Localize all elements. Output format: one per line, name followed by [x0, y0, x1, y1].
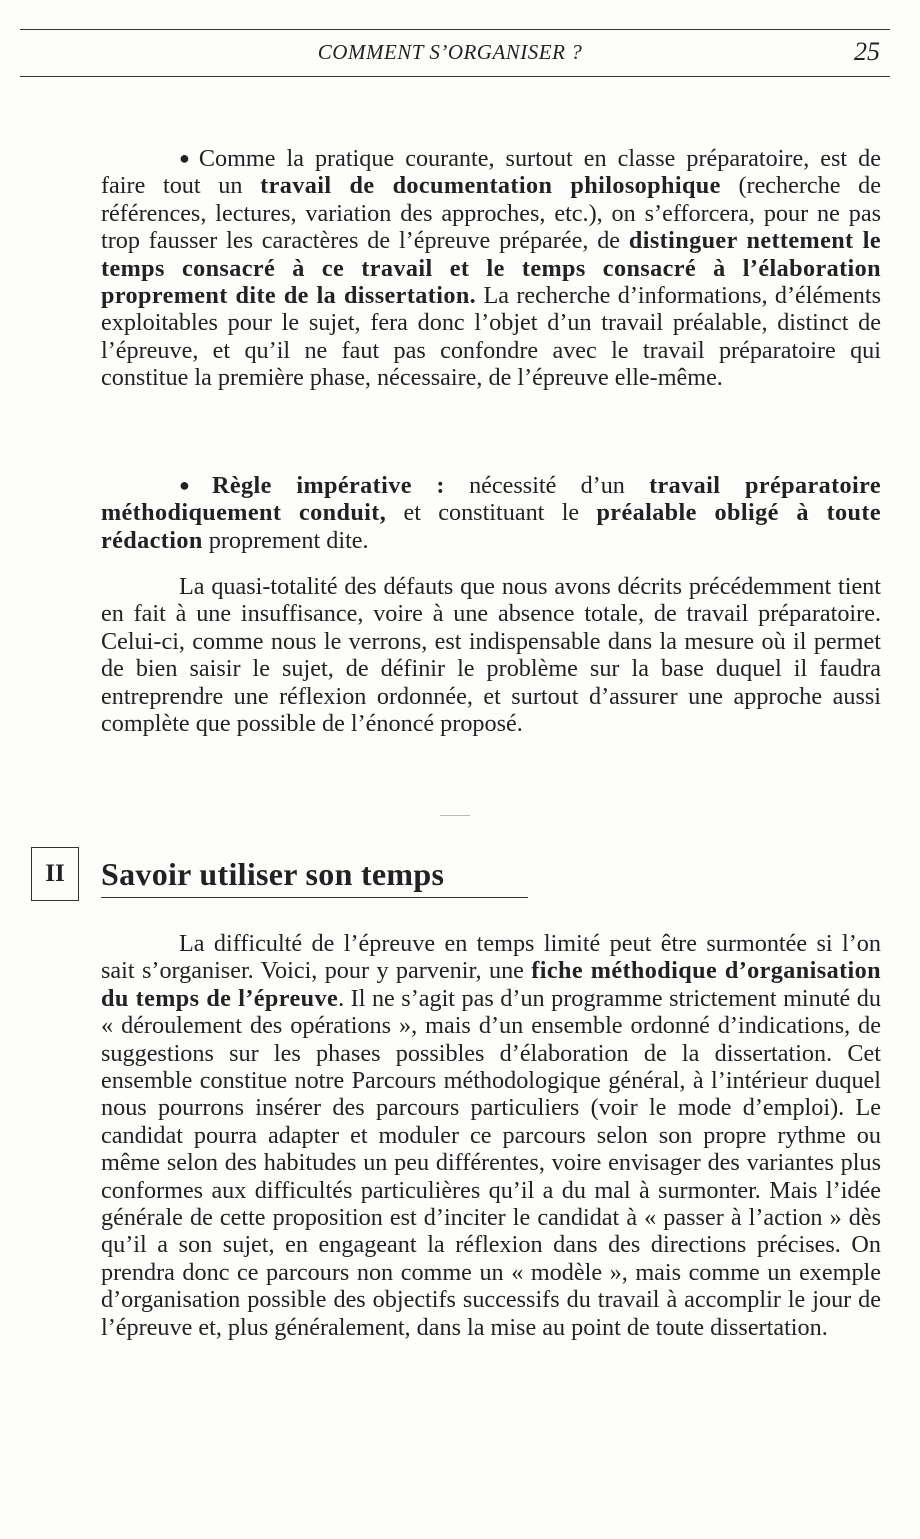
section-heading-underline [101, 897, 528, 898]
section-heading: Savoir utiliser son temps [101, 856, 445, 892]
paragraph-defects [101, 573, 881, 737]
running-head: COMMENT S’ORGANISER ? [317, 40, 583, 64]
text-span: (recherche de références, lectures, variation des approches, etc.), on s’efforcera, pour ne pas trop fausser les caractères de l’épreuve préparée, de [101, 172, 881, 255]
text-span: La quasi-totalité des défauts que nous avons décrits précédemment tient en fait à une insuffisance, voire à une absence totale, de travail préparatoire. Celui-ci, comme nous le verrons, est indispensable dans la mesure où il permet de bien saisir le sujet, de définir le problème sur la base duquel il faudra entreprendre une réflexion ordonnée, et surtout d’assurer une approche aussi complète que possible de l’énoncé proposé. [101, 573, 881, 738]
bold-span: Règle impérative : [212, 472, 445, 499]
header-bottom-rule [20, 76, 890, 77]
text-span: La recherche d’informations, d’éléments exploitables pour le sujet, fera donc l’objet d’un travail préalable, distinct de l’épreuve, et qu’il ne faut pas confondre avec le travail préparatoire qui constitue la première phase, nécessaire, de l’épreuve elle-même. [101, 282, 882, 392]
bullet-icon: ● [179, 148, 195, 168]
section-separator [440, 815, 470, 816]
bold-span: travail préparatoire méthodiquement conduit, [101, 472, 881, 527]
text-span: et constituant le [386, 499, 597, 527]
bold-span: préalable obligé à toute rédaction [101, 499, 881, 554]
paragraph-rule [101, 472, 881, 554]
page-number: 25 [854, 37, 880, 66]
text-span: La difficulté de l’épreuve en temps limité peut être surmontée si l’on sait s’organiser. Voici, pour y parvenir, une [101, 930, 881, 985]
bold-span: fiche méthodique d’organisation du temps de l’épreuve [101, 957, 881, 1012]
text-span: proprement dite. [202, 526, 369, 554]
bold-span: travail de documentation philosophique [260, 172, 721, 200]
bullet-icon: ● [179, 475, 209, 495]
text-span: . Il ne s’agit pas d’un programme strictement minuté du « déroulement des opérations », mais d’un ensemble ordonné d’indications, de suggestions sur les phases possibles d’élaboration de la dissertation. Cet ensemble constitue notre Parcours méthodologique général, à l’intérieur duquel nous pourrons insérer des parcours particuliers (voir le mode d’emploi). Le candidat pourra adapter et moduler ce parcours selon son propre rythme ou même selon des habitudes un peu différentes, voire envisager des variantes plus conformes aux difficultés particulières qu’il a du mal à surmonter. Mais l’idée générale de cette proposition est d’inciter le candidat à « passer à l’action » dès qu’il a son sujet, en engageant la réflexion dans des directions précises. On prendra donc ce parcours non comme un « modèle », mais comme un exemple d’organisation possible des objectifs successifs du travail à accomplir le jour de l’épreuve et, plus généralement, dans la mise au point de toute dissertation. [101, 984, 881, 1341]
paragraph-organisation [101, 930, 881, 1341]
section-number-badge: II [31, 847, 79, 901]
text-span: Comme la pratique courante, surtout en classe préparatoire, est de faire tout un [101, 145, 882, 200]
bold-span: distinguer nettement le temps consacré à ce travail et le temps consacré à l’élaboration proprement dite de la dissertation. [101, 227, 881, 310]
paragraph-documentation [101, 145, 881, 392]
text-span: nécessité d’un [444, 472, 650, 499]
header-top-rule [20, 29, 890, 30]
